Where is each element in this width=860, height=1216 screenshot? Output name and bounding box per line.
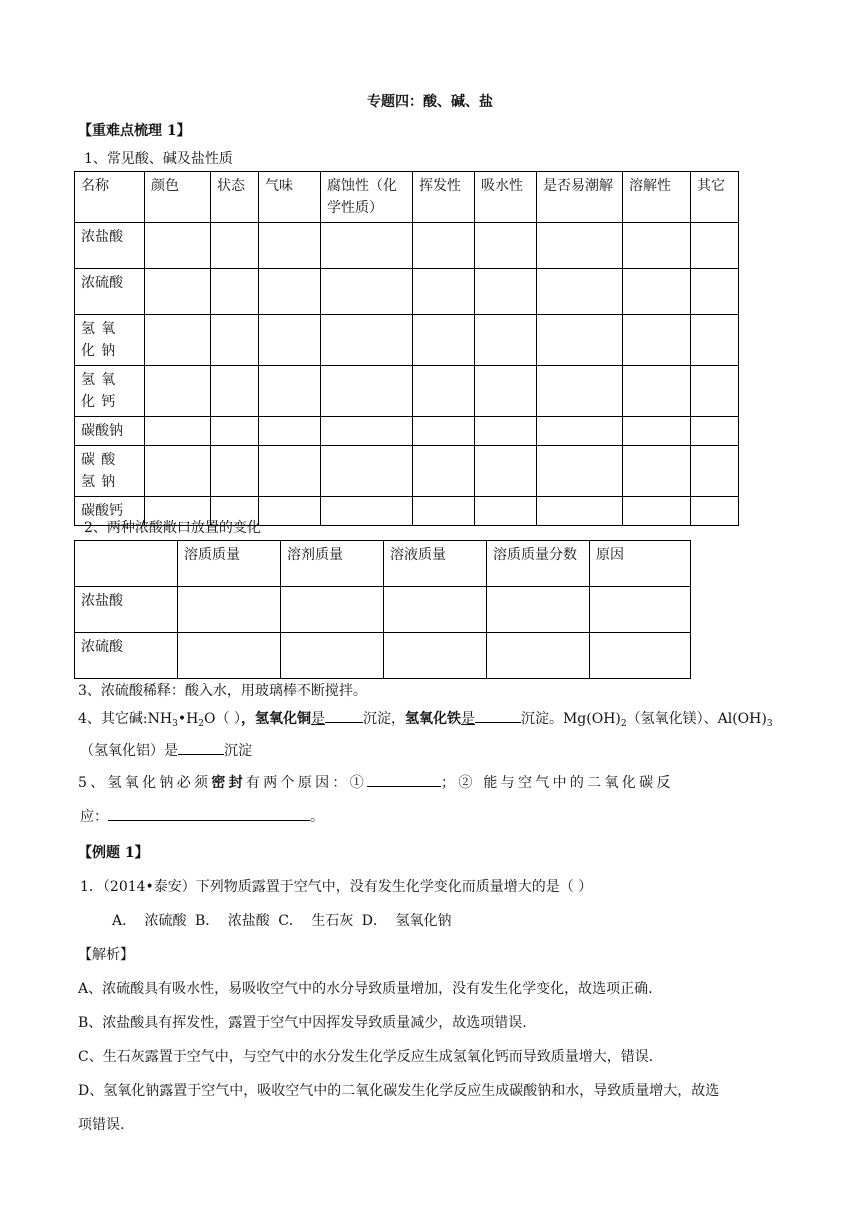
answer-cell[interactable] [413,315,475,366]
table-row [75,417,739,446]
answer-cell[interactable] [475,223,537,269]
answer-cell[interactable] [691,417,739,446]
answer-cell[interactable] [413,269,475,315]
item-3-dilution: 3、浓硫酸稀释：酸入水，用玻璃棒不断搅拌。 [78,683,367,699]
answer-cell[interactable] [281,633,384,679]
answer-cell[interactable] [259,417,321,446]
item-5-continued [80,806,324,828]
answer-cell[interactable] [590,633,691,679]
answer-cell[interactable] [413,223,475,269]
item4-text: O（ ） [204,711,241,727]
answer-cell[interactable] [475,497,537,526]
table-row [75,223,739,269]
answer-cell[interactable] [145,446,211,497]
answer-options: A． 浓硫酸 B． 浓盐酸 C． 生石灰 D． 氢氧化钠 [112,913,452,929]
table2-header-cell [75,541,178,587]
answer-cell[interactable] [475,315,537,366]
table2-header-cell: 溶质质量 [178,541,281,587]
item4-text: 沉淀。Mg(OH) [520,711,621,727]
answer-cell[interactable] [259,269,321,315]
analysis-line: B、浓盐酸具有挥发性，露置于空气中因挥发导致质量减少，故选项错误. [78,1015,527,1031]
table1-header-cell: 颜色 [145,172,211,223]
answer-cell[interactable] [623,446,691,497]
answer-cell[interactable] [537,446,623,497]
item-5-sealing [78,772,674,794]
answer-cell[interactable] [623,315,691,366]
row-label: 浓盐酸 [75,223,145,269]
table1-header-cell: 是否易潮解 [537,172,623,223]
item5-text: 应： [80,809,108,825]
fill-blank[interactable] [475,708,521,723]
item5-text: 有两个原因：① [245,775,368,791]
table-row [75,269,739,315]
answer-cell[interactable] [211,366,259,417]
answer-cell[interactable] [321,417,413,446]
analysis-line: C、生石灰露置于空气中，与空气中的水分发生化学反应生成氢氧化钙而导致质量增大，错误. [78,1049,654,1065]
item4-text: （氢氧化镁）、Al(OH) [626,711,767,727]
row-label: 碳酸钠 [75,417,145,446]
answer-cell[interactable] [537,417,623,446]
analysis-line: A、浓硫酸具有吸水性，易吸收空气中的水分导致质量增加，没有发生化学变化，故选项正确. [78,981,653,997]
table1-header-cell: 溶解性 [623,172,691,223]
item-4-continued [80,740,252,762]
answer-cell[interactable] [691,315,739,366]
analysis-line: 项错误. [78,1117,125,1133]
item4-bold-text: 氢氧化铁 [404,711,461,727]
table2-header-cell: 溶质质量分数 [487,541,590,587]
table1-header-cell: 吸水性 [475,172,537,223]
table2-caption: 2、两种浓酸敞口放置的变化 [84,520,261,536]
section-heading-key-points: 【重难点梳理 1】 [78,123,191,139]
answer-cell[interactable] [623,497,691,526]
answer-cell[interactable] [321,269,413,315]
answer-cell[interactable] [623,223,691,269]
answer-cell[interactable] [537,366,623,417]
answer-cell[interactable] [145,417,211,446]
item4-text: 沉淀 [224,743,252,759]
item5-bold-text: 密封 [211,775,246,791]
item5-text: 。 [310,809,324,825]
answer-cell[interactable] [321,446,413,497]
item4-text: 4、其它碱:NH [78,711,173,727]
answer-cell[interactable] [321,223,413,269]
answer-cell[interactable] [321,315,413,366]
answer-cell[interactable] [211,223,259,269]
table1-header-cell: 气味 [259,172,321,223]
answer-cell[interactable] [211,446,259,497]
answer-cell[interactable] [178,633,281,679]
answer-cell[interactable] [487,633,590,679]
answer-cell[interactable] [691,223,739,269]
answer-cell[interactable] [537,223,623,269]
table2-header-cell: 溶剂质量 [281,541,384,587]
row-label: 碳酸氢钠 [75,446,145,497]
table1-header-row [75,172,739,223]
item4-text: 沉淀， [362,711,405,727]
answer-cell[interactable] [145,315,211,366]
answer-cell[interactable] [590,587,691,633]
answer-cell[interactable] [178,587,281,633]
section-heading-example: 【例题 1】 [78,845,149,861]
item-4-other-bases [78,708,773,735]
answer-cell[interactable] [321,366,413,417]
answer-cell[interactable] [259,315,321,366]
table2-header-cell: 原因 [590,541,691,587]
answer-cell[interactable] [211,269,259,315]
item5-text: ；② 能与空气中的二氧化碳反 [441,775,674,791]
answer-cell[interactable] [413,417,475,446]
row-label: 碳酸钙 [75,497,145,526]
answer-cell[interactable] [413,366,475,417]
table1-header-cell: 挥发性 [413,172,475,223]
answer-cell[interactable] [321,497,413,526]
answer-cell[interactable] [211,417,259,446]
row-label: 氢氧化钠 [75,315,145,366]
acid-exposure-table [74,540,691,679]
item4-text: 是 [310,711,325,727]
answer-cell[interactable] [145,366,211,417]
item5-text: 5、氢氧化钠必须 [78,775,212,791]
table2-header-row [75,541,691,587]
answer-cell[interactable] [623,366,691,417]
row-label: 氢氧化钙 [75,366,145,417]
page-title: 专题四：酸、碱、盐 [367,94,493,110]
subscript: 2 [198,719,205,729]
properties-table [74,171,739,526]
answer-cell[interactable] [537,315,623,366]
answer-cell[interactable] [537,269,623,315]
fill-blank[interactable] [325,708,363,723]
answer-cell[interactable] [259,497,321,526]
table-row [75,587,691,633]
fill-blank[interactable] [367,772,441,787]
answer-cell[interactable] [475,446,537,497]
answer-cell[interactable] [384,587,487,633]
subscript: 2 [620,719,627,729]
table1-caption: 1、常见酸、碱及盐性质 [84,151,233,167]
table-row [75,446,739,497]
table-row [75,315,739,366]
item4-bold-text: ，氢氧化铜 [240,711,311,727]
answer-cell[interactable] [623,269,691,315]
analysis-line: D、氢氧化钠露置于空气中，吸收空气中的二氧化碳发生化学反应生成碳酸钠和水，导致质量增大，故选 [78,1083,720,1099]
question-text: 1．（2014•泰安）下列物质露置于空气中，没有发生化学变化而质量增大的是（ ） [80,879,593,895]
row-label: 浓硫酸 [75,269,145,315]
analysis-heading: 【解析】 [78,947,134,963]
answer-cell[interactable] [259,366,321,417]
answer-cell[interactable] [259,223,321,269]
answer-cell[interactable] [691,446,739,497]
table-row [75,633,691,679]
item4-text: •H [177,711,199,727]
answer-cell[interactable] [413,446,475,497]
answer-cell[interactable] [475,417,537,446]
table1-header-cell: 名称 [75,172,145,223]
answer-cell[interactable] [475,269,537,315]
answer-cell[interactable] [145,223,211,269]
answer-cell[interactable] [691,269,739,315]
subscript: 3 [766,719,773,729]
row-label: 浓盐酸 [75,587,178,633]
answer-cell[interactable] [487,587,590,633]
answer-cell[interactable] [145,269,211,315]
answer-cell[interactable] [537,497,623,526]
answer-cell[interactable] [623,417,691,446]
answer-cell[interactable] [384,633,487,679]
answer-cell[interactable] [691,497,739,526]
table1-header-cell: 其它 [691,172,739,223]
table-row [75,366,739,417]
answer-cell[interactable] [281,587,384,633]
answer-cell[interactable] [259,446,321,497]
item4-text: （氢氧化铝）是 [80,743,178,759]
row-label: 浓硫酸 [75,633,178,679]
subscript: 3 [172,719,178,729]
fill-blank[interactable] [178,740,224,755]
answer-cell[interactable] [691,366,739,417]
fill-blank[interactable] [108,806,310,821]
table2-header-cell: 溶液质量 [384,541,487,587]
answer-cell[interactable] [413,497,475,526]
item4-text: 是 [460,711,475,727]
answer-cell[interactable] [211,315,259,366]
table1-header-cell: 状态 [211,172,259,223]
answer-cell[interactable] [475,366,537,417]
table1-header-cell: 腐蚀性（化学性质） [321,172,413,223]
